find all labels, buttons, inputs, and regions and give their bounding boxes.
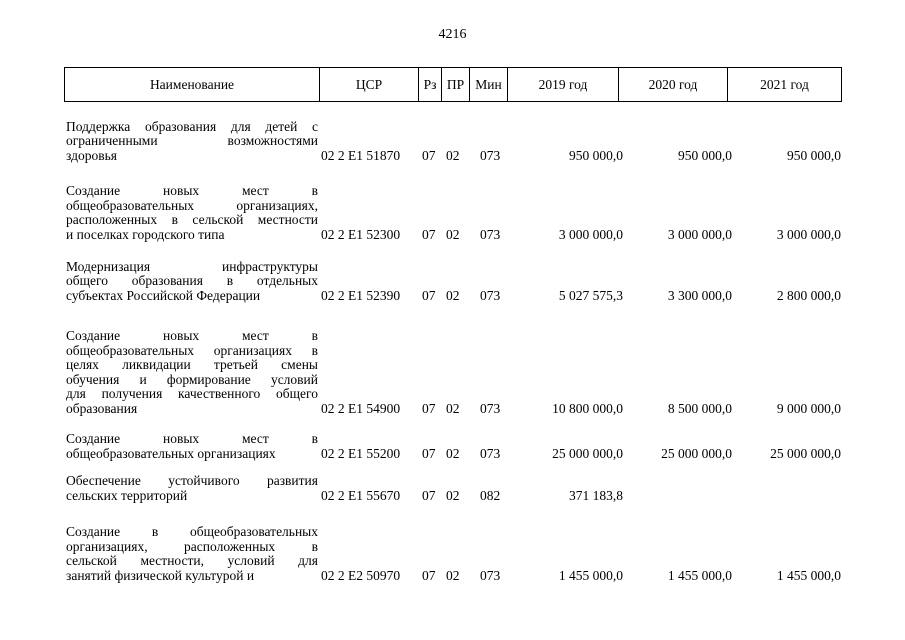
row-name-line: сельских территорий [66,487,188,503]
row-y2021: 9 000 000,0 [776,400,841,416]
row-name-line: расположенных в сельской местности [66,212,318,227]
row-y2019: 371 183,8 [569,487,623,503]
row-y2020: 1 455 000,0 [667,567,732,583]
row-pr: 02 [446,400,460,416]
row-rz: 07 [422,487,436,503]
row-min: 082 [480,487,501,503]
row-csr: 02 2 E1 51870 [321,147,401,163]
row-name-line: сельской местности, условий для [66,553,318,568]
row-y2019: 1 455 000,0 [558,567,623,583]
row-y2019: 950 000,0 [569,147,623,163]
row-min: 073 [480,445,501,461]
row-csr: 02 2 E1 52390 [321,287,401,303]
row-csr: 02 2 E1 54900 [321,400,401,416]
header-csr: ЦСР [320,68,419,102]
row-name-line: организациях, расположенных в [66,538,318,554]
row-y2020: 8 500 000,0 [667,400,732,416]
row-name-line: Поддержка образования для детей с [66,118,318,134]
row-name-line: Обеспечение устойчивого развития [66,473,318,488]
header-rz: Рз [419,68,442,102]
row-rz: 07 [422,287,436,303]
header-name: Наименование [65,68,320,102]
row-y2020: 25 000 000,0 [661,445,732,461]
header-2020: 2020 год [619,68,728,102]
row-name-line: целях ликвидации третьей смены [66,357,318,372]
row-csr: 02 2 E1 55670 [321,487,401,503]
row-csr: 02 2 E1 52300 [321,226,401,242]
row-min: 073 [480,147,501,163]
row-name-line: Создание в общеобразовательных [66,524,318,539]
row-pr: 02 [446,226,460,242]
row-name-line: обучения и формирование условий [66,371,318,387]
row-name-line: ограниченными возможностями [66,133,318,148]
row-y2019: 25 000 000,0 [552,445,623,461]
row-y2021: 2 800 000,0 [776,287,841,303]
row-pr: 02 [446,287,460,303]
row-csr: 02 2 E1 55200 [321,445,401,461]
row-y2020: 3 300 000,0 [667,287,732,303]
row-pr: 02 [446,487,460,503]
row-rz: 07 [422,400,436,416]
row-y2019: 3 000 000,0 [558,226,623,242]
row-y2021: 25 000 000,0 [770,445,841,461]
row-y2021: 1 455 000,0 [776,567,841,583]
row-rz: 07 [422,567,436,583]
header-min: Мин [470,68,508,102]
row-y2021: 3 000 000,0 [776,226,841,242]
row-pr: 02 [446,567,460,583]
row-rz: 07 [422,226,436,242]
row-name-line: и поселках городского типа [66,226,225,242]
row-name-line: общеобразовательных организациях в [66,342,318,358]
row-name-line: субъектах Российской Федерации [66,287,261,303]
row-y2020: 950 000,0 [678,147,732,163]
row-min: 073 [480,226,501,242]
row-y2019: 5 027 575,3 [558,287,623,303]
row-name-line: занятий физической культурой и [66,567,255,583]
row-pr: 02 [446,147,460,163]
row-name-line: Создание новых мест в [66,183,318,198]
row-min: 073 [480,400,501,416]
row-y2019: 10 800 000,0 [552,400,623,416]
row-min: 073 [480,287,501,303]
row-y2021: 950 000,0 [787,147,841,163]
row-name-line: общего образования в отдельных [66,273,318,288]
row-name-line: Модернизация инфраструктуры [66,258,318,274]
row-min: 073 [480,567,501,583]
row-name-line: для получения качественного общего [66,386,318,401]
row-name-line: образования [66,400,138,416]
row-rz: 07 [422,147,436,163]
header-pr: ПР [442,68,470,102]
row-name-line: здоровья [66,147,117,163]
row-name-line: Создание новых мест в [66,328,318,343]
row-name-line: общеобразовательных организациях [66,445,276,461]
row-name-line: Создание новых мест в [66,431,318,446]
row-y2020: 3 000 000,0 [667,226,732,242]
row-name-line: общеобразовательных организациях, [66,197,318,213]
row-csr: 02 2 E2 50970 [321,567,401,583]
row-name [66,525,318,583]
row-rz: 07 [422,445,436,461]
header-2019: 2019 год [508,68,619,102]
header-2021: 2021 год [728,68,842,102]
page-number: 4216 [438,27,467,42]
row-pr: 02 [446,445,460,461]
